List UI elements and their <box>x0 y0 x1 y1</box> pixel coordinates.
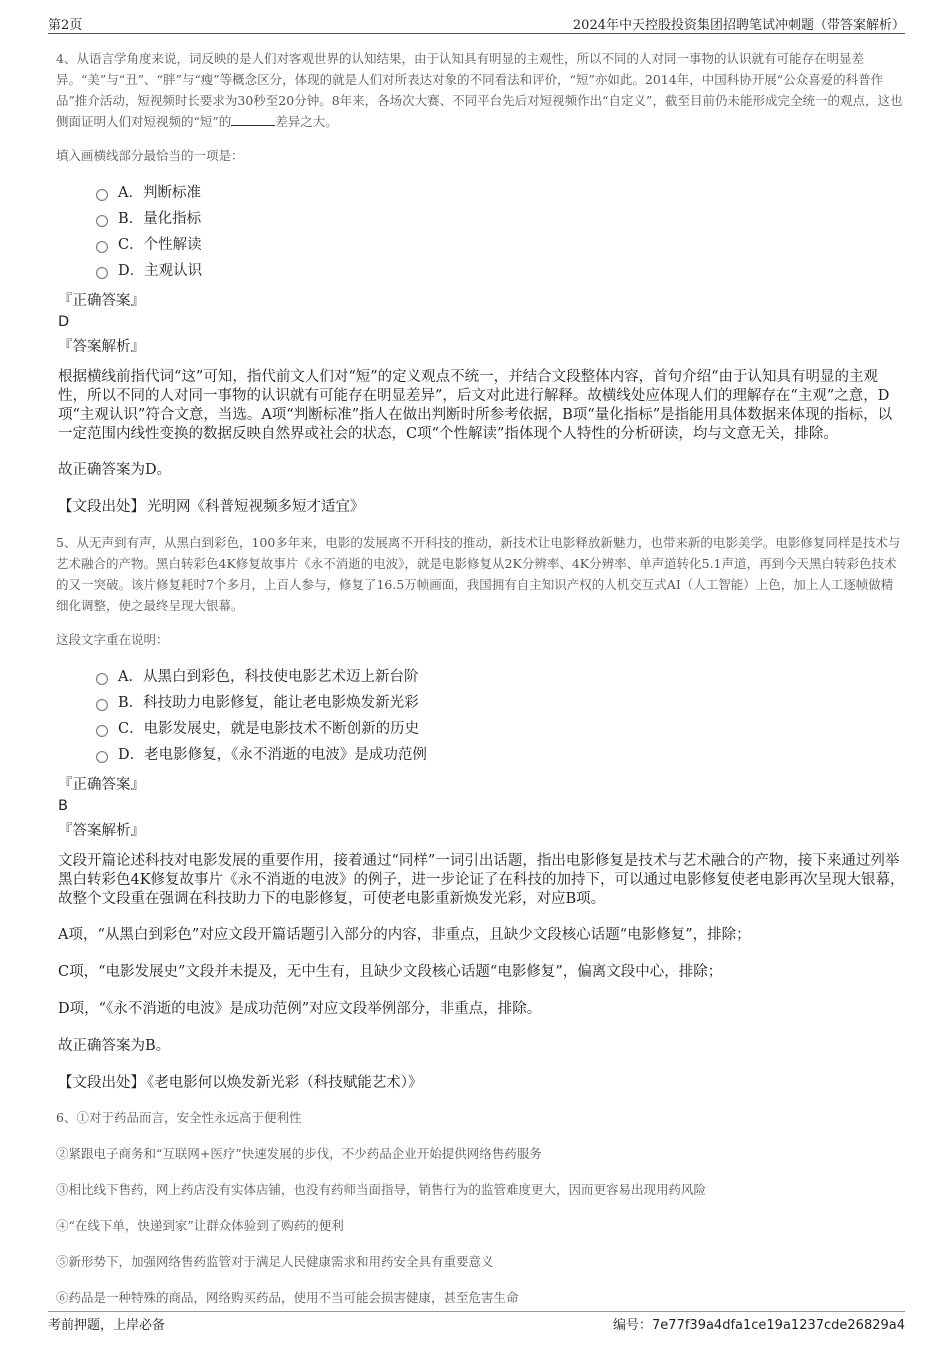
fill-blank <box>231 113 275 126</box>
option-c[interactable] <box>96 232 905 258</box>
analysis-label: 『答案解析』 <box>58 823 145 839</box>
option-label: B．科技助力电影修复，能让老电影焕发新光彩 <box>118 695 419 711</box>
statement-5: ⑤新形势下，加强网络售药监管对于满足人民健康需求和用药安全具有重要意义 <box>56 1254 494 1269</box>
correct-answer-label: 『正确答案』 <box>58 293 145 309</box>
option-label: C．电影发展史，就是电影技术不断创新的历史 <box>118 721 420 737</box>
option-a[interactable] <box>96 664 905 690</box>
question-5-prompt: 这段文字重在说明： <box>56 632 169 647</box>
radio-icon[interactable] <box>96 241 108 253</box>
question-5-stem: 5、从无声到有声，从黑白到彩色，100多年来，电影的发展离不开科技的推动，新技术让电影释放新魅力，也带来新的电影美学。电影修复同样是技术与艺术融合的产物。黑白转彩色4K修复故事片《永不消逝的电波》，就是电影修复从2K分辨率、4K分辨率、单声道转化5.1声道，再到今天黑白转彩色技术的又一突破。该片修复耗时7个多月，上百人参与，修复了16.5万帧画面，我国拥有自主知识产权的人机交互式AI（人工智能）上色，加上人工逐帧做精细化调整，使之最终呈现大银幕。 <box>56 535 901 613</box>
question-4-stem <box>56 48 905 132</box>
analysis-option-a: A项，“从黑白到彩色”对应文段开篇话题引入部分的内容，非重点，且缺少文段核心话题“电影修复”，排除； <box>58 927 751 943</box>
radio-icon[interactable] <box>96 699 108 711</box>
correct-answer: B <box>58 798 68 814</box>
source-label: 【文段出处】 <box>58 1075 145 1091</box>
option-a[interactable] <box>96 180 905 206</box>
option-label: A．判断标准 <box>118 185 201 201</box>
option-d[interactable] <box>96 258 905 284</box>
option-label: D．主观认识 <box>118 263 203 279</box>
option-c[interactable] <box>96 716 905 742</box>
code-value: 7e77f39a4dfa1ce19a1237cde26829a4 <box>652 1318 905 1333</box>
correct-answer: D <box>58 314 70 330</box>
document-title: 2024年中天控股投资集团招聘笔试冲刺题（带答案解析） <box>572 18 905 33</box>
statement-4: ④“在线下单，快递到家”让群众体验到了购药的便利 <box>56 1218 344 1233</box>
source-text: 光明网《科普短视频多短才适宜》 <box>147 499 365 515</box>
source-citation <box>58 1071 905 1092</box>
radio-icon[interactable] <box>96 189 108 201</box>
stem-text: 4、从语言学角度来说，词反映的是人们对客观世界的认知结果，由于认知具有明显的主观性，所以不同的人对同一事物的认识就有可能存在明显差异。“美”与“丑”、“胖”与“瘦”等概念区分，体现的就是人们对所表达对象的不同看法和评价，“短”亦如此。2014年，中国科协开展“公众喜爱的科普作品”推介活动，短视频时长要求为30秒至20分钟。8年来，各场次大赛、不同平台先后对短视频作出“自定义”，截至目前仍未能形成完全统一的观点，这也侧面证明人们对短视频的“短”的 <box>56 51 903 129</box>
option-d[interactable] <box>96 742 905 768</box>
document-code <box>613 1314 905 1333</box>
analysis-text: 文段开篇论述科技对电影发展的重要作用，接着通过“同样”一词引出话题，指出电影修复是技术与艺术融合的产物，接下来通过列举黑白转彩色4K修复故事片《永不消逝的电波》的例子，进一步论证了在科技的加持下，可以通过电影修复使老电影再次呈现大银幕，故整个文段重在强调在科技助力下的电影修复，可使老电影重新焕发光彩，对应B项。 <box>58 853 905 907</box>
conclusion-text: 故正确答案为B。 <box>58 1038 171 1054</box>
statement-1: 6、①对于药品而言，安全性永远高于便利性 <box>56 1110 302 1125</box>
statement-6: ⑥药品是一种特殊的商品，网络购买药品，使用不当可能会损害健康，甚至危害生命 <box>56 1290 519 1305</box>
option-label: A．从黑白到彩色，科技使电影艺术迈上新台阶 <box>118 669 419 685</box>
question-5 <box>52 532 905 1092</box>
option-label: D．老电影修复，《永不消逝的电波》是成功范例 <box>118 747 427 763</box>
stem-text-end: 差异之大。 <box>275 114 338 129</box>
option-b[interactable] <box>96 690 905 716</box>
main-content <box>52 48 905 1324</box>
page-number: 第2页 <box>48 18 83 33</box>
option-label: B．量化指标 <box>118 211 202 227</box>
analysis-option-d: D项，“《永不消逝的电波》是成功范例”对应文段举例部分，非重点，排除。 <box>58 1001 542 1017</box>
footer-slogan: 考前押题，上岸必备 <box>48 1318 166 1333</box>
analysis-option-c: C项，“电影发展史”文段并未提及，无中生有，且缺少文段核心话题“电影修复”，偏离文段中心，排除； <box>58 964 723 980</box>
code-label: 编号： <box>613 1318 653 1333</box>
option-label: C．个性解读 <box>118 237 202 253</box>
radio-icon[interactable] <box>96 215 108 227</box>
question-5-options <box>96 664 905 768</box>
conclusion-text: 故正确答案为D。 <box>58 462 172 478</box>
page-header <box>48 12 905 32</box>
source-text: 《老电影何以焕发新光彩（科技赋能艺术）》 <box>147 1075 423 1091</box>
statement-2: ②紧跟电子商务和“互联网+医疗”快速发展的步伐，不少药品企业开始提供网络售药服务 <box>56 1146 542 1161</box>
source-label: 【文段出处】 <box>58 499 145 515</box>
radio-icon[interactable] <box>96 673 108 685</box>
question-6 <box>52 1108 905 1306</box>
radio-icon[interactable] <box>96 725 108 737</box>
question-4 <box>52 48 905 516</box>
source-citation <box>58 495 905 516</box>
correct-answer-label: 『正确答案』 <box>58 777 145 793</box>
analysis-text: 根据横线前指代词“这”可知，指代前文人们对“短”的定义观点不统一，并结合文段整体内容，首句介绍“由于认知具有明显的主观性，所以不同的人对同一事物的认识就有可能存在明显差异”，后文对此进行解释。故横线处应体现人们的理解存在“主观”之意，D项“主观认识”符合文意，当选。A项“判断标准”指人在做出判断时所参考依据，B项“量化指标”是指能用具体数据来体现的指标，以一定范围内线性变换的数据反映自然界或社会的状态，C项“个性解读”指体现个人特性的分析研读，均与文意无关，排除。 <box>58 369 893 442</box>
radio-icon[interactable] <box>96 267 108 279</box>
option-b[interactable] <box>96 206 905 232</box>
analysis-label: 『答案解析』 <box>58 339 145 355</box>
header-divider <box>48 33 905 34</box>
footer-divider <box>48 1311 905 1312</box>
question-4-prompt: 填入画横线部分最恰当的一项是： <box>56 148 244 163</box>
question-4-options <box>96 180 905 284</box>
radio-icon[interactable] <box>96 751 108 763</box>
statement-3: ③相比线下售药，网上药店没有实体店铺，也没有药师当面指导，销售行为的监管难度更大，因而更容易出现用药风险 <box>56 1182 707 1197</box>
